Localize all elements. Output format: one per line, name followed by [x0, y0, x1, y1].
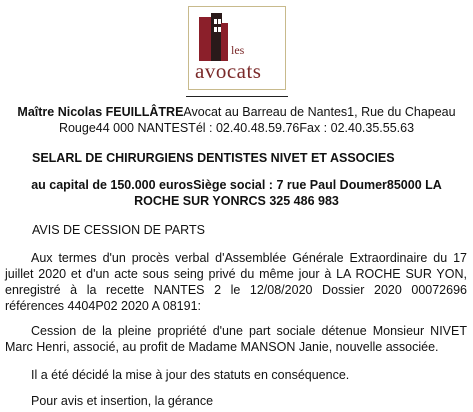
paragraph-statuts: Il a été décidé la mise à jour des statuts en conséquence. [31, 368, 350, 382]
paragraph-cession: Cession de la pleine propriété d'une part sociale détenue Monsieur NIVET Marc Henri, associé, au profit de Madame MANSON Janie, nouvelle associée. [5, 324, 467, 354]
paragraph-signature: Pour avis et insertion, la gérance [31, 394, 214, 408]
logo-window [218, 27, 221, 32]
lawyer-name: Maître Nicolas FEUILLÂTRE [17, 105, 184, 119]
logo-avocats-text: avocats [195, 59, 262, 83]
logo-divider [186, 96, 288, 97]
les-avocats-logo [188, 6, 286, 90]
capital-line-2: ROCHE SUR YONRCS 325 486 983 [134, 194, 339, 208]
logo-window [214, 19, 217, 24]
capital-line-1: au capital de 150.000 eurosSiège social : 7 rue Paul Doumer85000 LA [31, 178, 442, 192]
logo-les-text: les [231, 43, 245, 57]
lawyer-address-part1: Avocat au Barreau de Nantes1, Rue du Chapeau [183, 105, 456, 119]
logo-window [214, 27, 217, 32]
lawyer-address-part2: Rouge44 000 NANTESTél : 02.40.48.59.76Fax : 02.40.35.55.63 [58, 121, 415, 135]
company-name: SELARL DE CHIRURGIENS DENTISTES NIVET ET ASSOCIES [32, 151, 395, 165]
header-line-1 [0, 104, 473, 120]
paragraph-acte: Aux termes d'un procès verbal d'Assemblée Générale Extraordinaire du 17 juillet 2020 et d'un acte sous seing privé du même jour à LA ROCHE SUR YON, enregistré à la recette NANTES 2 le 12/08/2020 Dossier 2020 00072696 références 4404P02 2020 A 08191: [5, 251, 467, 313]
notice-title: AVIS DE CESSION DE PARTS [32, 223, 205, 237]
logo-building-right [221, 23, 228, 61]
logo-window [218, 19, 221, 24]
